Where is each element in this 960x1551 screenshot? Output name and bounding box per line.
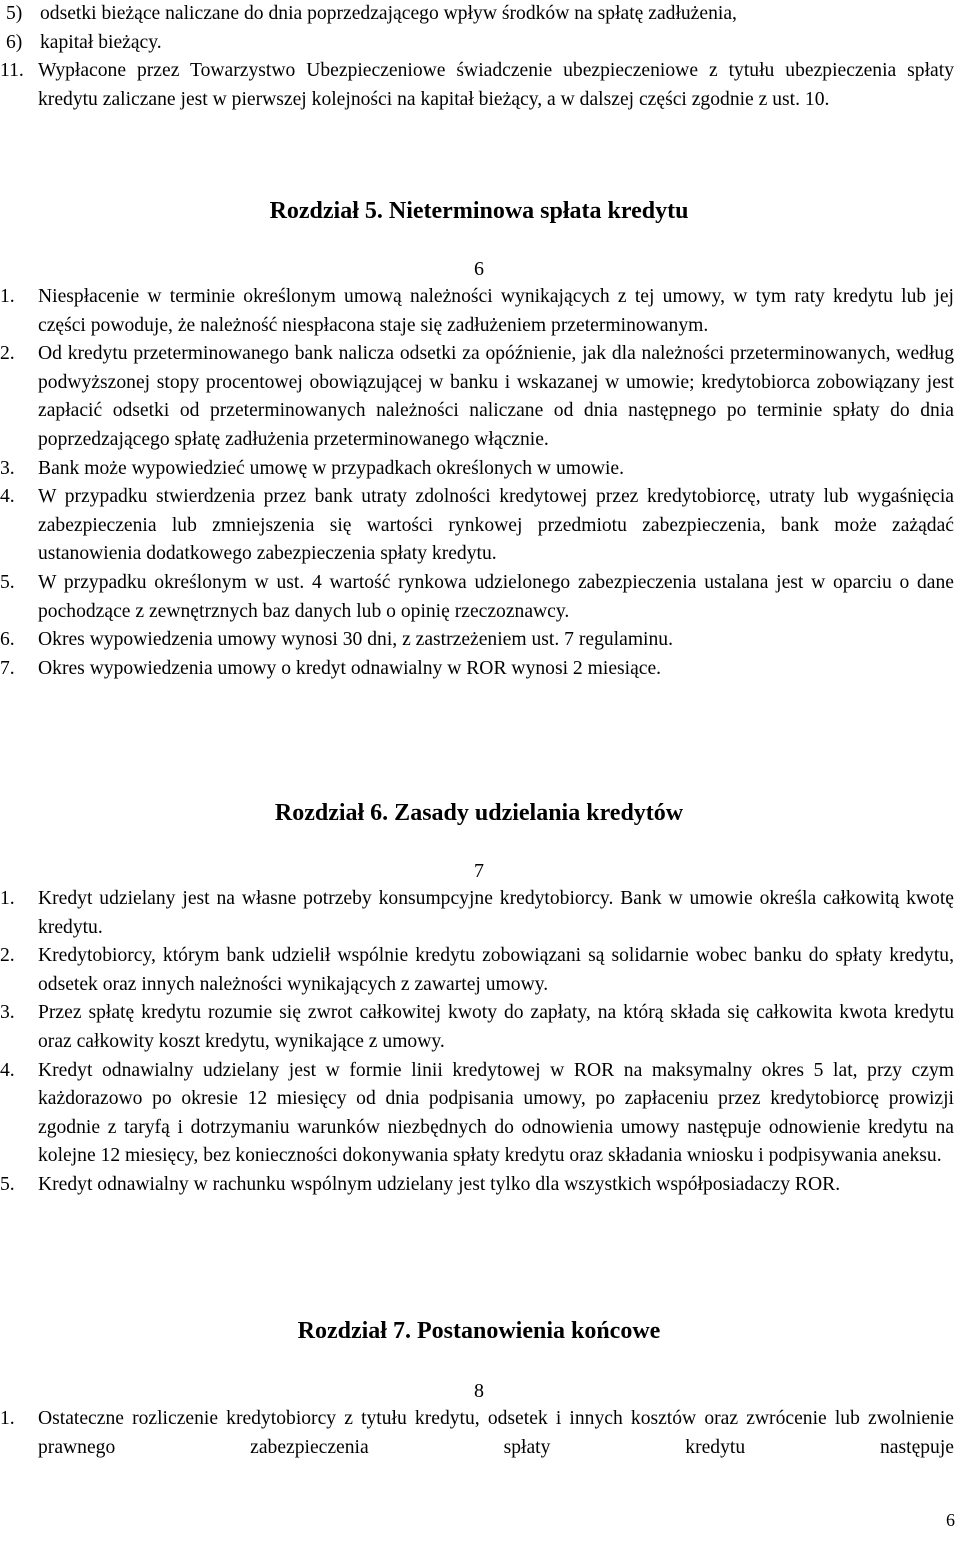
chapter-heading: Rozdział 6. Zasady udzielania kredytów [274,800,684,826]
chapter-7-items [0,1405,958,1462]
list-item [0,0,958,29]
item-text: Przez spłatę kredytu rozumie się zwrot całkowitej kwoty do zapłaty, na którą składa się całkowita kwota kredytu oraz całkowity koszt kredytu, wynikające z umowy. [38,1002,954,1052]
item-number: 5. [0,1173,15,1195]
item-number: 6. [0,629,15,651]
list-item [0,569,958,626]
item-number: 1. [0,1408,15,1429]
list-item [0,1057,958,1171]
item-text: Kredyt odnawialny udzielany jest w formie linii kredytowej w ROR na maksymalny okres 5 lat, przy czym każdorazowo po okresie 12 miesięcy od dnia podpisania umowy, po zapłaceniu przez kredytobiorcę prowizji zgodnie z taryfą i dotrzymaniu warunków niezbędnych do odnowienia umowy następuje odnowienie kredytu na kolejne 12 miesięcy, bez konieczności dokonywania spłaty kredytu oraz składania wniosku i podpisywania aneksu. [38,1059,954,1167]
item-text: odsetki bieżące naliczane do dnia poprzedzającego wpływ środków na spłatę zadłużenia, [40,3,737,24]
list-item [0,885,958,942]
chapter-7-heading-block [0,1316,958,1346]
item-number: 6) [6,31,23,53]
item-number: 2. [0,945,15,967]
item-text: Bank może wypowiedzieć umowę w przypadkach określonych w umowie. [38,457,625,479]
item-text: W przypadku określonym w ust. 4 wartość rynkowa udzielonego zabezpieczenia ustalana jest w oparciu o dane pochodzące z zewnętrznych baz danych lub o opinię rzeczoznawcy. [38,571,954,622]
item-number: 4. [0,1059,15,1081]
top-items [0,0,958,114]
section-number: 8 [474,1380,484,1402]
item-text: kapitał bieżący. [40,31,162,53]
item-text: Okres wypowiedzenia umowy o kredyt odnawialny w ROR wynosi 2 miesiące. [38,657,662,679]
page-number: 6 [946,1510,955,1530]
list-item [0,655,958,684]
item-text: Od kredytu przeterminowanego bank nalicza odsetki za opóźnienie, jak dla należności przeterminowanych, według podwyższonej stopy procentowej obowiązującej w banku i wskazanej w umowie; kredytobiorca zobowiązany jest zapłacić odsetki od przeterminowanych należności naliczane od dnia następnego po terminie spłaty do dnia poprzedzającego spłatę zadłużenia przeterminowanego włącznie. [38,343,954,450]
item-number: 3. [0,1002,15,1024]
item-text: W przypadku stwierdzenia przez bank utraty zdolności kredytowej przez kredytobiorcę, utraty lub wygaśnięcia zabezpieczenia lub zmniejszenia się wartości rynkowej przedmiotu zabezpieczenia, bank może zażądać ustanowienia dodatkowego zabezpieczenia spłaty kredytu. [38,486,954,565]
section-number: 6 [474,258,484,280]
item-text: Ostateczne rozliczenie kredytobiorcy z tytułu kredytu, odsetek i innych kosztów oraz zwrócenie lub zwolnienie prawnego zabezpieczenia spłaty kredytu następuje [38,1408,954,1458]
list-item [0,942,958,999]
item-text: Kredytobiorcy, którym bank udzielił wspólnie kredytu zobowiązani są solidarnie wobec banku do spłaty kredytu, odsetek oraz innych należności wynikających z zawartej umowy. [38,945,954,995]
item-number: 11. [0,60,24,82]
chapter-5-heading-block [0,196,958,226]
chapter-heading: Rozdział 7. Postanowienia końcowe [297,1318,661,1344]
list-item [0,999,958,1056]
list-item [0,1405,958,1462]
list-item [0,29,958,58]
item-text: Kredyt udzielany jest na własne potrzeby konsumpcyjne kredytobiorcy. Bank w umowie określa całkowitą kwotę kredytu. [38,888,954,938]
list-item [0,455,958,484]
list-item [0,626,958,655]
list-item [0,483,958,569]
list-item [0,340,958,454]
item-number: 1. [0,888,15,909]
item-number: 2. [0,343,15,365]
section-number: 7 [474,860,484,882]
section-marker [0,1378,958,1404]
item-text: Wypłacone przez Towarzystwo Ubezpieczeniowe świadczenie ubezpieczeniowe z tytułu ubezpieczenia spłaty kredytu zaliczane jest w pierwszej kolejności na kapitał bieżący, a w dalszej części zgodnie z ust. 10. [38,60,954,110]
chapter-5-items [0,283,958,683]
item-text: Kredyt odnawialny w rachunku wspólnym udzielany jest tylko dla wszystkich współposiadaczy ROR. [38,1173,841,1195]
list-item [0,1171,958,1200]
item-number: 4. [0,486,15,508]
item-number: 7. [0,657,15,679]
list-item [0,57,958,114]
item-number: 3. [0,457,15,479]
chapter-heading: Rozdział 5. Nieterminowa spłata kredytu [269,198,689,224]
section-marker [0,256,958,282]
item-number: 5. [0,571,15,593]
item-text: Niespłacenie w terminie określonym umową należności wynikających z tej umowy, w tym raty kredytu lub jej części powoduje, że należność niespłacona staje się zadłużeniem przeterminowanym. [38,286,954,336]
chapter-6-heading-block [0,798,958,828]
item-text: Okres wypowiedzenia umowy wynosi 30 dni, z zastrzeżeniem ust. 7 regulaminu. [38,629,673,651]
item-number: 1. [0,286,15,307]
item-number: 5) [6,3,23,24]
chapter-6-items [0,885,958,1200]
section-marker [0,858,958,884]
list-item [0,283,958,340]
